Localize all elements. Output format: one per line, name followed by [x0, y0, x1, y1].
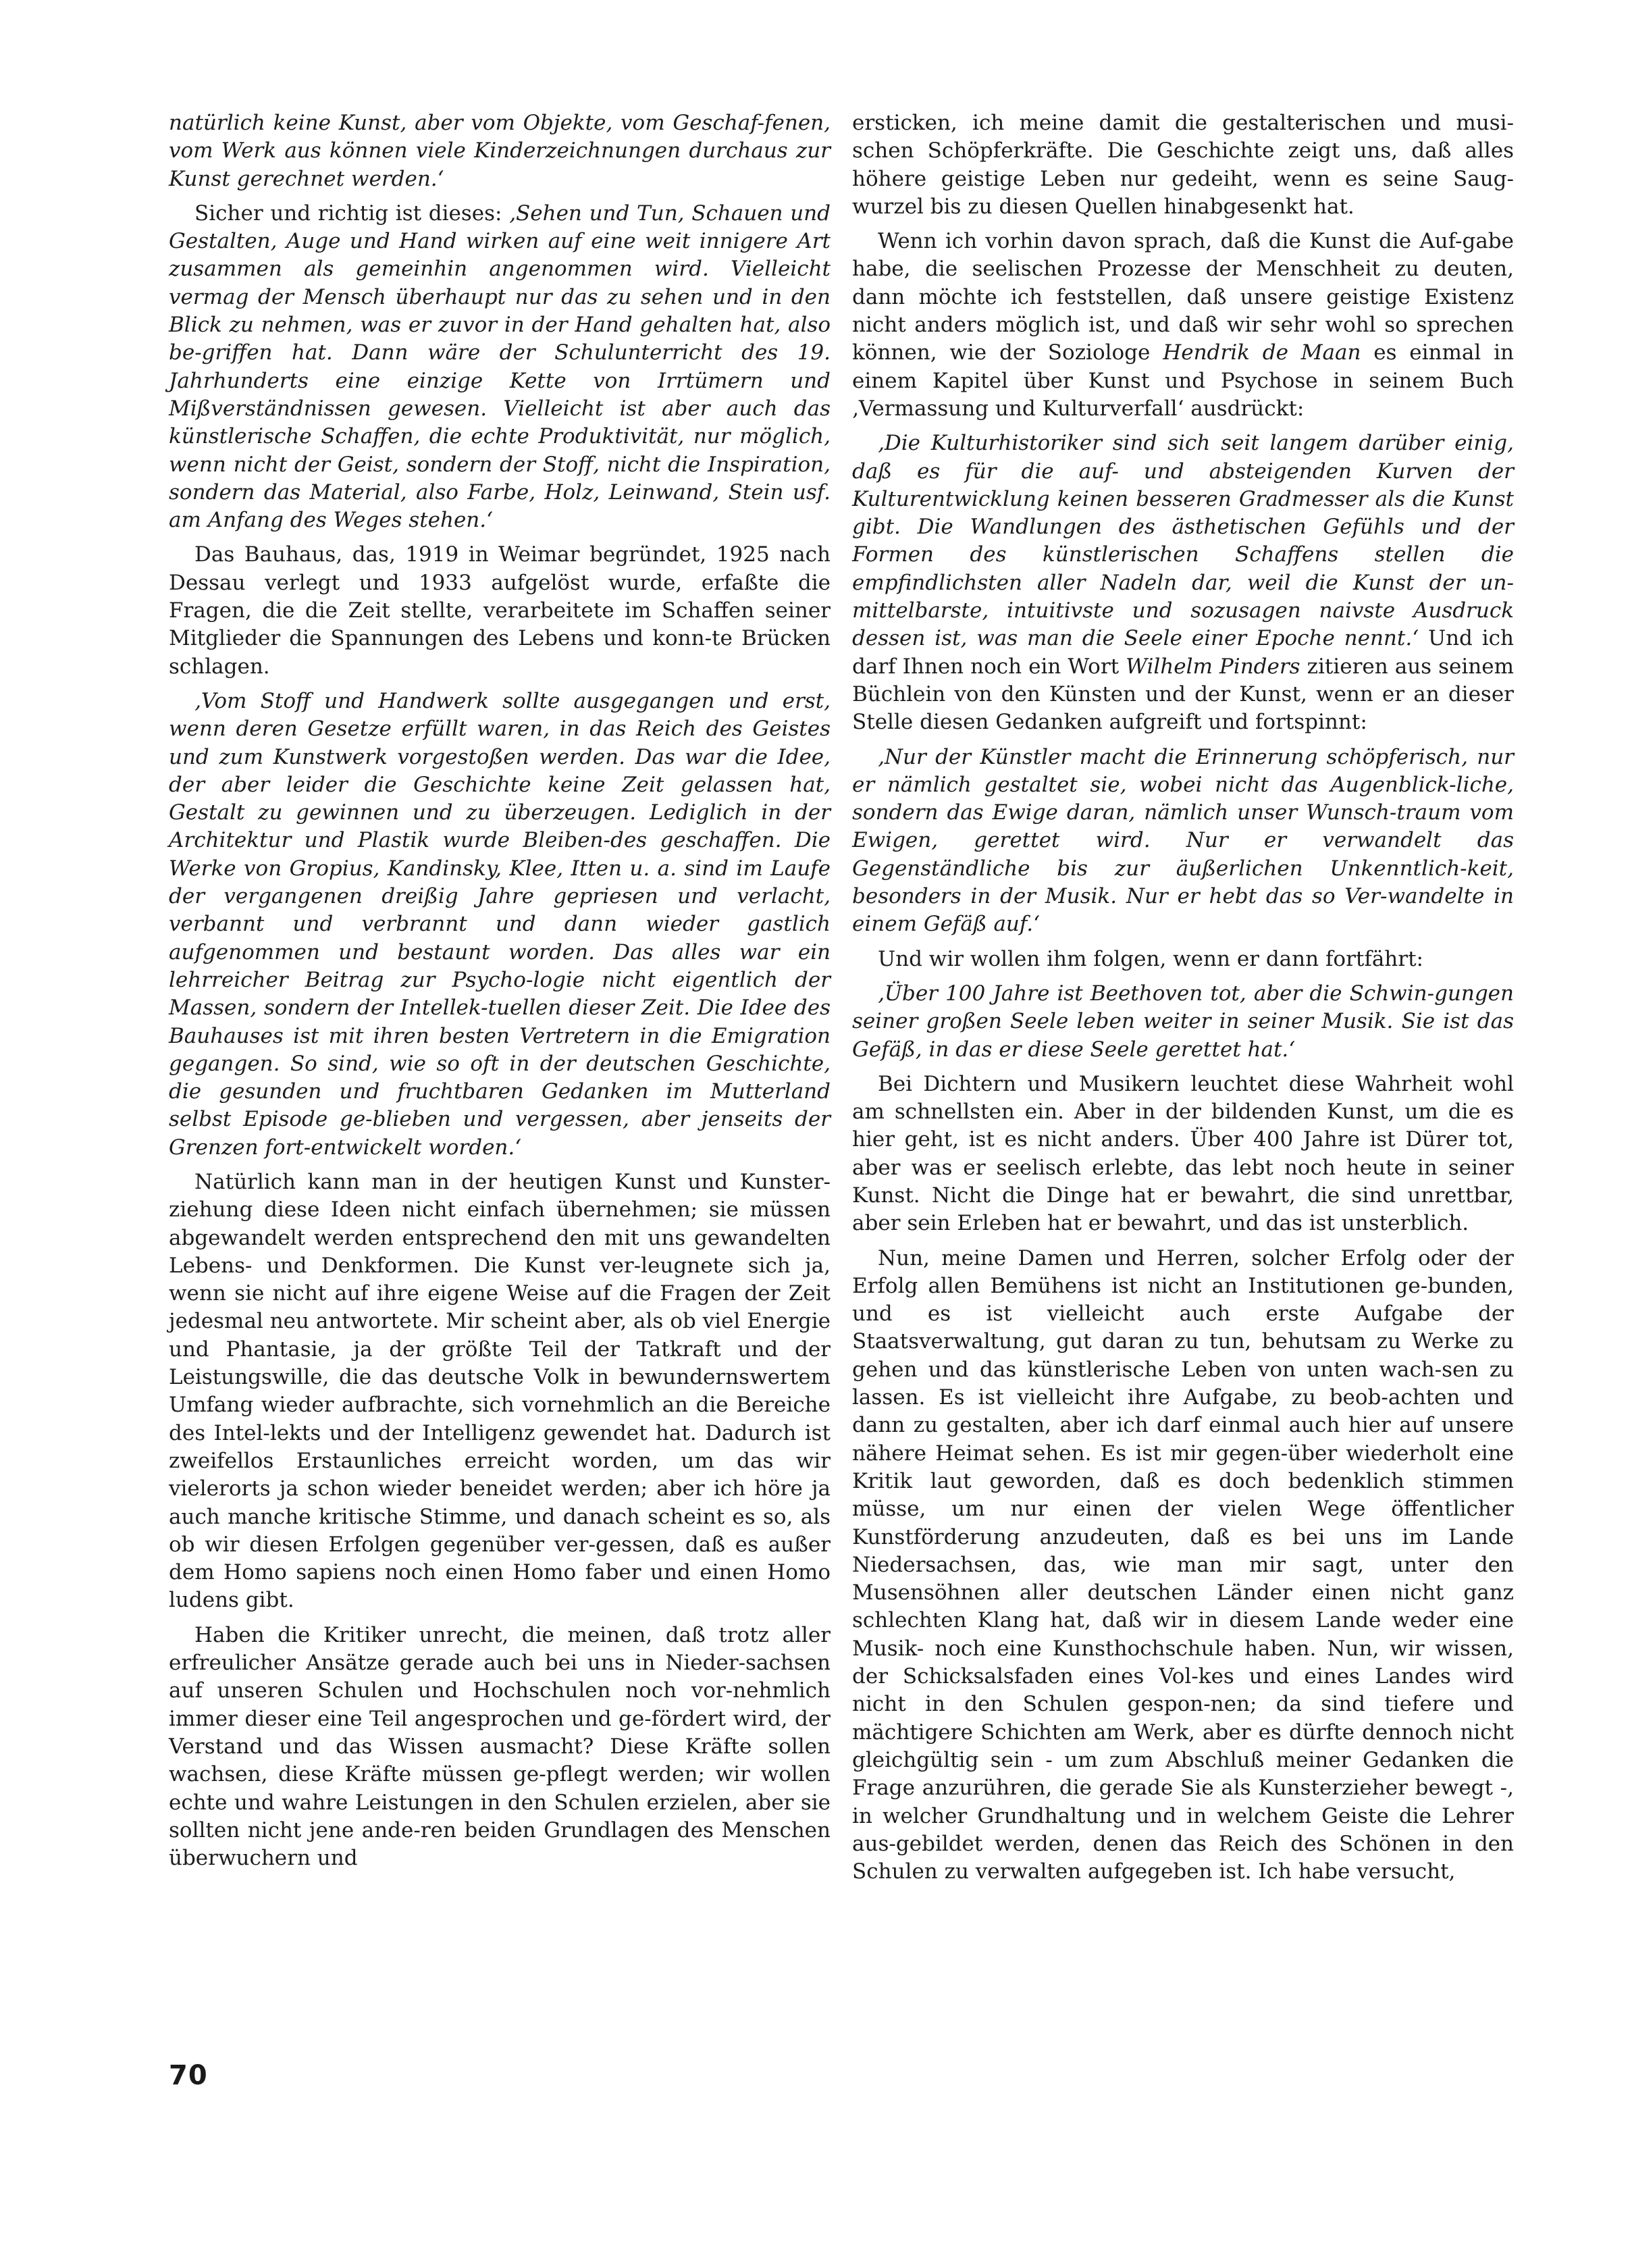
paragraph: ersticken, ich meine damit die gestalterischen und musi-schen Schöpferkräfte. Die Geschichte zeigt uns, daß alles höhere geistige Leben nur gedeiht, wenn es seine Saug-wurzel bis zu diesen Quellen hinabgesenkt hat. — [852, 111, 1514, 219]
paragraph — [852, 228, 1514, 423]
paragraph-lead: Sicher und richtig ist dieses: — [194, 201, 510, 226]
quotation: ‚Über 100 Jahre ist Beethoven tot, aber die Schwin-gungen seiner großen Seele leben weiter in seiner Musik. Sie ist das Gefäß, in das er diese Seele gerettet hat.‘ — [852, 981, 1514, 1062]
paragraph-text: Wenn ich vorhin davon sprach, daß die Kunst die Auf-gabe habe, die seelischen Prozesse der Menschheit zu deuten, dann möchte ich feststellen, daß unsere geistige Existenz nicht anders möglich ist, und daß wir sehr wohl so sprechen können, wie der Soziologe — [852, 229, 1514, 365]
person-name: Hendrik de Maan — [1163, 340, 1361, 365]
paragraph: Natürlich kann man in der heutigen Kunst und Kunster-ziehung diese Ideen nicht einfach übernehmen; sie müssen abgewandelt werden entsprechend den mit uns gewandelten Lebens- und Denkformen. Die Kunst ver-leugnete sich ja, wenn sie nicht auf ihre eigene Weise auf die Fragen der Zeit jedesmal neu antwortete. Mir scheint aber, als ob viel Energie und Phantasie, ja der größte Teil der Tatkraft und der Leistungswille, die das deutsche Volk in bewundernswertem Umfang wieder aufbrachte, sich vornehmlich an die Bereiche des Intel-lekts und der Intelligenz gewendet hat. Dadurch ist zweifellos Erstaunliches erreicht worden, um das wir vielerorts ja schon wieder beneidet werden; aber ich höre ja auch manche kritische Stimme, und danach scheint es so, als ob wir diesen Erfolgen gegenüber ver-gessen, daß es außer dem Homo sapiens noch einen Homo faber und einen Homo ludens gibt. — [169, 1169, 831, 1613]
right-column — [852, 109, 1514, 1892]
quotation: ‚Vom Stoff und Handwerk sollte ausgegangen und erst, wenn deren Gesetze erfüllt waren, in das Reich des Geistes und zum Kunstwerk vorgestoßen werden. Das war die Idee, der aber leider die Geschichte keine Zeit gelassen hat, Gestalt zu gewinnen und zu überzeugen. Lediglich in der Architektur und Plastik wurde Bleiben-des geschaffen. Die Werke von Gropius, Kandinsky, Klee, Itten u. a. sind im Laufe der vergangenen dreißig Jahre gepriesen und verlacht, verbannt und verbrannt und dann wieder gastlich aufgenommen und bestaunt worden. Das alles war ein lehrreicher Beitrag zur Psycho-logie nicht eigentlich der Massen, sondern der Intellek-tuellen dieser Zeit. Die Idee des Bauhauses ist mit ihren besten Vertretern in die Emigration gegangen. So sind, wie so oft in der deutschen Geschichte, die gesunden und fruchtbaren Gedanken im Mutterland selbst Episode ge-blieben und vergessen, aber jenseits der Grenzen fort-entwickelt worden.‘ — [169, 688, 831, 1160]
paragraph-text: Und ich darf Ihnen noch ein Wort — [852, 626, 1514, 679]
paragraph-text: es einmal in einem Kapitel über Kunst und Psychose in seinem Buch ‚Vermassung und Kulturverfall‘ ausdrückt: — [852, 340, 1515, 421]
person-name: Wilhelm Pinders — [1126, 654, 1300, 679]
paragraph-text: zitieren aus seinem Büchlein von den Künsten und der Kunst, wenn er an dieser Stelle diesen Gedanken aufgreift und fortspinnt: — [852, 654, 1514, 735]
paragraph: Nun, meine Damen und Herren, solcher Erfolg oder der Erfolg allen Bemühens ist nicht an Institutionen ge-bunden, und es ist vielleicht auch erste Aufgabe der Staatsverwaltung, gut daran zu tun, behutsam zu Werke zu gehen und das künstlerische Leben von unten wach-sen zu lassen. Es ist vielleicht ihre Aufgabe, zu beob-achten und dann zu gestalten, aber ich darf einmal auch hier auf unsere nähere Heimat sehen. Es ist mir gegen-über wiederholt eine Kritik laut geworden, daß es doch bedenklich stimmen müsse, um nur einen der vielen Wege öffentlicher Kunstförderung anzudeuten, daß es bei uns im Lande Niedersachsen, das, wie man mir sagt, unter den Musensöhnen aller deutschen Länder einen nicht ganz schlechten Klang hat, daß wir in diesem Lande weder eine Musik- noch eine Kunsthochschule haben. Nun, wir wissen, der Schicksalsfaden eines Vol-kes und eines Landes wird nicht in den Schulen gespon-nen; da sind tiefere und mächtigere Schichten am Werk, aber es dürfte dennoch nicht gleichgültig sein - um zum Abschluß meiner Gedanken die Frage anzurühren, die gerade Sie als Kunsterzieher bewegt -, in welcher Grundhaltung und in welchem Geiste die Lehrer aus-gebildet werden, denen das Reich des Schönen in den Schulen zu verwalten aufgegeben ist. Ich habe versucht, — [852, 1245, 1514, 1884]
paragraph: Bei Dichtern und Musikern leuchtet diese Wahrheit wohl am schnellsten ein. Aber in der bildenden Kunst, um die es hier geht, ist es nicht anders. Über 400 Jahre ist Dürer tot, aber was er seelisch erlebte, das lebt noch heute in seiner Kunst. Nicht die Dinge hat er bewahrt, die sind unrettbar, aber sein Erleben hat er bewahrt, und das ist unsterblich. — [852, 1071, 1514, 1236]
quotation: ‚Nur der Künstler macht die Erinnerung schöpferisch, nur er nämlich gestaltet sie, wobei nicht das Augenblick-liche, sondern das Ewige daran, nämlich unser Wunsch-traum vom Ewigen, gerettet wird. Nur er verwandelt das Gegenständliche bis zur äußerlichen Unkenntlich-keit, besonders in der Musik. Nur er hebt das so Ver-wandelte in einem Gefäß auf.‘ — [852, 744, 1514, 937]
paragraph: Das Bauhaus, das, 1919 in Weimar begründet, 1925 nach Dessau verlegt und 1933 aufgelöst wurde, erfaßte die Fragen, die die Zeit stellte, verarbeitete im Schaffen seiner Mitglieder die Spannungen des Lebens und konn-te Brücken schlagen. — [169, 542, 831, 679]
quotation: ‚Die Kulturhistoriker sind sich seit langem darüber einig, daß es für die auf- und absteigenden Kurven der Kulturentwicklung keinen besseren Gradmesser als die Kunst gibt. Die Wandlungen des ästhetischen Gefühls und der Formen des künstlerischen Schaffens stellen die empfindlichsten aller Nadeln dar, weil die Kunst der un-mittelbarste, intuitivste und sozusagen naivste Ausdruck dessen ist, was man die Seele einer Epoche nennt.‘ — [852, 431, 1514, 651]
left-column — [169, 109, 831, 1879]
paragraph: Und wir wollen ihm folgen, wenn er dann fortfährt: — [878, 946, 1423, 971]
paragraph — [169, 200, 831, 535]
page-number: 70 — [169, 2060, 208, 2091]
paragraph: natürlich keine Kunst, aber vom Objekte, vom Geschaf-fenen, vom Werk aus können viele Kinderzeichnungen durchaus zur Kunst gerechnet werden.‘ — [169, 111, 831, 191]
paragraph: Haben die Kritiker unrecht, die meinen, daß trotz aller erfreulicher Ansätze gerade auch bei uns in Nieder-sachsen auf unseren Schulen und Hochschulen noch vor-nehmlich immer dieser eine Teil angesprochen und ge-fördert wird, der Verstand und das Wissen ausmacht? Diese Kräfte sollen wachsen, diese Kräfte müssen ge-pflegt werden; wir wollen echte und wahre Leistungen in den Schulen erzielen, aber sie sollten nicht jene ande-ren beiden Grundlagen des Menschen überwuchern und — [169, 1622, 831, 1871]
quotation: ‚Sehen und Tun, Schauen und Gestalten, Auge und Hand wirken auf eine weit innigere Art zusammen als gemeinhin angenommen wird. Vielleicht vermag der Mensch überhaupt nur das zu sehen und in den Blick zu nehmen, was er zuvor in der Hand gehalten hat, also be-griffen hat. Dann wäre der Schulunterricht des 19. Jahrhunderts eine einzige Kette von Irrtümern und Mißverständnissen gewesen. Vielleicht ist aber auch das künstlerische Schaffen, die echte Produktivität, nur möglich, wenn nicht der Geist, sondern der Stoff, nicht die Inspiration, sondern das Material, also Farbe, Holz, Leinwand, Stein usf. am Anfang des Weges stehen.‘ — [169, 201, 831, 533]
paragraph — [852, 430, 1514, 736]
